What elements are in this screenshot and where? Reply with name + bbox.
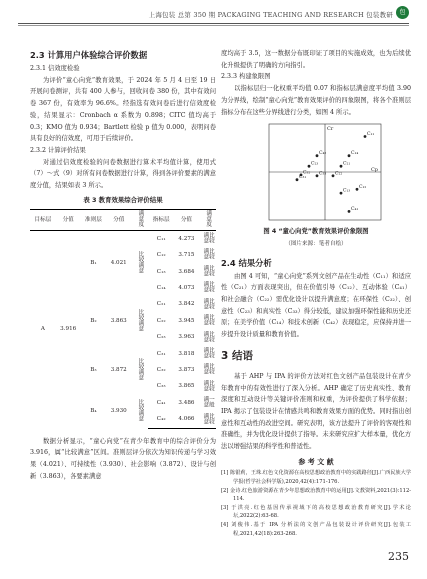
header-rule-thin (18, 25, 409, 26)
figure-source: （图片来源：笔者自绘） (285, 240, 347, 247)
indicator-label: C₄₂ (148, 411, 174, 428)
paragraph: 为评价“童心向党”教育效果，于 2024 年 5 月 4 日至 19 日开展问卷测评，共有 400 人参与，回收问卷 380 份，其中有效问卷 367 份，有效率为 96.6%。经指选有效问卷后进行信效度检验，结果显示：Cronbach α 系数为 0.898；CITC 值均高于 0.3；KMO 值为 0.934；Bartlett 检验 p 值为 0.000，表明问卷具有良好的信效度，可用于后续评价。 (30, 76, 216, 143)
table-header-cell: 分值 (56, 210, 81, 230)
paragraph: 基于 AHP 与 IPA 的评价方法对红色文创产品包装设计在青少年教育中的有效性进行了深入分析。AHP 确定了历史真实性、教育深度和互动设计等关键评价准则和权重，为评价提供了科学依据；IPA 揭示了包装设计在情感共鸣和教育效果方面的优势。同时指出创意性和互动性的改进空间。研究表明，该方法提升了评价的客观性和准确性，并为优化设计提供了指导。未来研究应扩大样本量，优化方法以增强结果的科学性和普适性。 (221, 372, 411, 451)
y-axis-label: Cr (327, 126, 334, 133)
point-label: C₃₂ (303, 170, 311, 176)
indicator-label: C₂₁ (156, 301, 166, 308)
indicator-label: C₂₂ (156, 317, 166, 324)
page-number: 235 (388, 550, 409, 563)
point-label: C₄₂ (319, 151, 327, 157)
quadrant-figure (221, 122, 411, 224)
table-header-cell: 满意度 (131, 210, 148, 230)
indicator-score: 3.865 (178, 383, 195, 390)
page-header (0, 0, 427, 27)
indicator-score: 3.945 (178, 317, 195, 324)
data-point (348, 155, 351, 158)
left-column (30, 48, 216, 483)
evaluation-table (30, 209, 216, 428)
point-label: C₁₃ (343, 188, 351, 194)
references (221, 458, 411, 538)
indicator-score: 4.073 (178, 284, 195, 291)
paragraph: 度均高于 3.5，这一数据分布既印证了项目的实施成效，也为后续优化升级提供了明确的方向指引。 (221, 50, 411, 69)
indicator-label: C₁₂ (156, 252, 166, 259)
table-header-cell: 分值 (174, 210, 199, 230)
indicator-label: C₄₁ (156, 399, 166, 406)
target-label: A (40, 326, 45, 333)
heading-2-3-2: 2.3.2 计算评价结果 (30, 146, 86, 154)
criterion-satisfaction: 比较满意 (137, 399, 144, 422)
indicator-satisfaction: 比较满意 (202, 363, 214, 375)
indicator-score: 4.273 (178, 235, 195, 242)
point-label: C₃₁ (299, 175, 307, 181)
table-header-cell: 满意度 (199, 210, 216, 230)
data-point (316, 175, 319, 178)
table-header-cell: 目标层 (30, 210, 56, 230)
paragraph: 数据分析显示，“童心向党”在青少年教育中的综合评价分为 3.916，属“比较满意”区间。准则层评分依次为知识传递与学习效果（4.021）、可持续性（3.930）、社会影响（3.872）、设计与创新（3.863），各要素满意 (30, 437, 216, 480)
data-point (356, 188, 359, 191)
indicator-satisfaction: 比较满意 (199, 411, 216, 428)
indicator-score: 3.963 (178, 334, 195, 341)
indicator-satisfaction: 比较满意 (202, 347, 214, 359)
criterion-label: B₄ (90, 408, 97, 415)
x-axis-label: Cp (370, 167, 378, 174)
indicator-satisfaction: 一般满意 (202, 396, 214, 408)
heading-2-3-3: 2.3.3 构建象限图 (221, 73, 271, 81)
paragraph: 由图 4 可知，“童心向党”系列文创产品在生动性（C₁₁）和适应性（C₂₁）方面表现突出，但在价值引导（C₁₂）、互动体验（C₄₁）和社会融合（C₂₂）需优化设计以提升满意度；在环保性（C₃₂）、创意性（C₂₃）和真实性（C₃₃）得分较低，建议加强环保性能和历史还原；在美学价值（C₁₄）和技术创新（C₄₂）表现稳定，应保持并进一步提升设计质量和教育价值。 (221, 272, 411, 339)
indicator-satisfaction: 比较满意 (202, 264, 214, 277)
heading-2-3: 2.3 计算用户体验综合评价数据 (30, 50, 148, 60)
criterion-satisfaction: 比较满意 (137, 251, 144, 274)
indicator-score: 3.842 (178, 301, 195, 308)
data-point (340, 192, 343, 195)
header-rule (18, 23, 409, 24)
references-title: 参 考 文 献 (298, 457, 334, 466)
data-point (340, 165, 343, 168)
indicator-satisfaction: 比较满意 (202, 281, 214, 293)
criterion-satisfaction: 比较满意 (137, 357, 144, 381)
criterion-label: B₂ (90, 317, 97, 324)
journal-logo-icon: 包 (396, 6, 409, 19)
point-label: C₁₁ (367, 132, 375, 138)
paragraph: 以指标层归一化权重平均值 0.07 和指标层满意度平均值 3.90 为分界线，绘制“童心向党”教育效果评价的四象限图，将各个准则层指标分布在这些分界线进行分类，如图 4 所示。 (221, 85, 411, 116)
point-label: C₂₂ (335, 171, 343, 177)
heading-2-3-1: 2.3.1 信效度检验 (30, 65, 80, 72)
table-row (30, 230, 216, 247)
indicator-satisfaction: 比较满意 (202, 232, 214, 244)
data-point (348, 210, 351, 213)
point-label: C₁₄ (351, 151, 359, 157)
indicator-label: C₁₄ (156, 284, 166, 291)
figure-caption: 图 4 “童心向党”教育效果评价象限图 (263, 228, 369, 236)
indicator-satisfaction: 比较满意 (202, 379, 214, 392)
indicator-score: 4.066 (174, 411, 199, 428)
indicator-label: C₃₃ (156, 383, 166, 390)
paragraph: 对通过信效度检验的问卷数据进行算术平均值计算，使用式（7）～式（9）对所有问卷数据进行计算，得到各评价要素的满意度分值，结果如表 3 所示。 (30, 158, 216, 190)
criterion-score: 3.930 (110, 408, 127, 415)
criterion-label: B₃ (90, 367, 97, 374)
data-point (364, 135, 367, 138)
reference-item: [2] 金诗.红色旅游资源在青少年思想政治教育中的运用[J].文教资料,2021(3):112-114. (221, 487, 411, 503)
indicator-label: C₂₃ (156, 334, 166, 341)
indicator-score: 3.715 (178, 252, 195, 259)
point-label: C₁₂ (359, 185, 367, 191)
data-point (332, 175, 335, 178)
indicator-label: C₁₁ (156, 235, 166, 242)
reference-item: [1] 陈银莉，王珠.红色文化资源在高校思想政治教育中的实践路径[J].广西民族大学学报(哲学社会科学版),2020,42(4):171-176. (221, 470, 411, 485)
indicator-satisfaction: 比较满意 (202, 314, 214, 326)
indicator-label: C₃₂ (156, 367, 166, 374)
heading-3: 3 结语 (221, 349, 253, 362)
quadrant-chart (221, 122, 411, 224)
indicator-score: 3.818 (178, 350, 195, 357)
criterion-label: B₁ (90, 260, 97, 267)
reference-item: [3] 于洪亮.红色基因传承视域下的高校思想政治教育研究[J].学术论坛,2022(2):63-68. (221, 504, 411, 520)
table-header-cell: 准则层 (81, 210, 107, 230)
indicator-score: 3.684 (178, 268, 195, 275)
criterion-score: 3.872 (110, 367, 127, 374)
heading-2-4: 2.4 结果分析 (221, 257, 272, 268)
data-point (296, 179, 299, 182)
point-label: C₂₁ (343, 161, 351, 167)
data-point (316, 155, 319, 158)
criterion-satisfaction: 比较满意 (137, 308, 144, 331)
table-header-cell: 分值 (106, 210, 131, 230)
data-point (308, 165, 311, 168)
indicator-satisfaction: 比较满意 (202, 297, 214, 309)
point-label: C₄₁ (351, 207, 359, 213)
target-score: 3.916 (60, 326, 77, 333)
indicator-score: 3.486 (178, 399, 195, 406)
indicator-score: 3.873 (178, 367, 195, 374)
indicator-satisfaction: 比较满意 (202, 330, 214, 342)
indicator-label: C₃₁ (156, 350, 166, 357)
indicator-satisfaction: 比较满意 (202, 248, 214, 260)
reference-item: [4] 刘俊伟.基于 IPA 分析法的文创产品包装设计评价研究[J].包装工程,2021,42(18):263-268. (221, 521, 411, 537)
header-text: 上海包装 总第 350 期 PACKAGING TEACHING AND RESEARCH 包装教研 (148, 11, 393, 19)
table-header-row (30, 210, 216, 230)
right-column (221, 48, 411, 538)
table-caption: 表 3 教育效果综合评价结果 (83, 195, 163, 204)
criterion-score: 4.021 (110, 260, 127, 267)
point-label: C₂₃ (311, 161, 319, 167)
indicator-label: C₁₃ (156, 268, 166, 275)
table-header-cell: 指标层 (148, 210, 174, 230)
point-label: C₃₃ (319, 171, 327, 177)
criterion-score: 3.863 (110, 317, 127, 324)
